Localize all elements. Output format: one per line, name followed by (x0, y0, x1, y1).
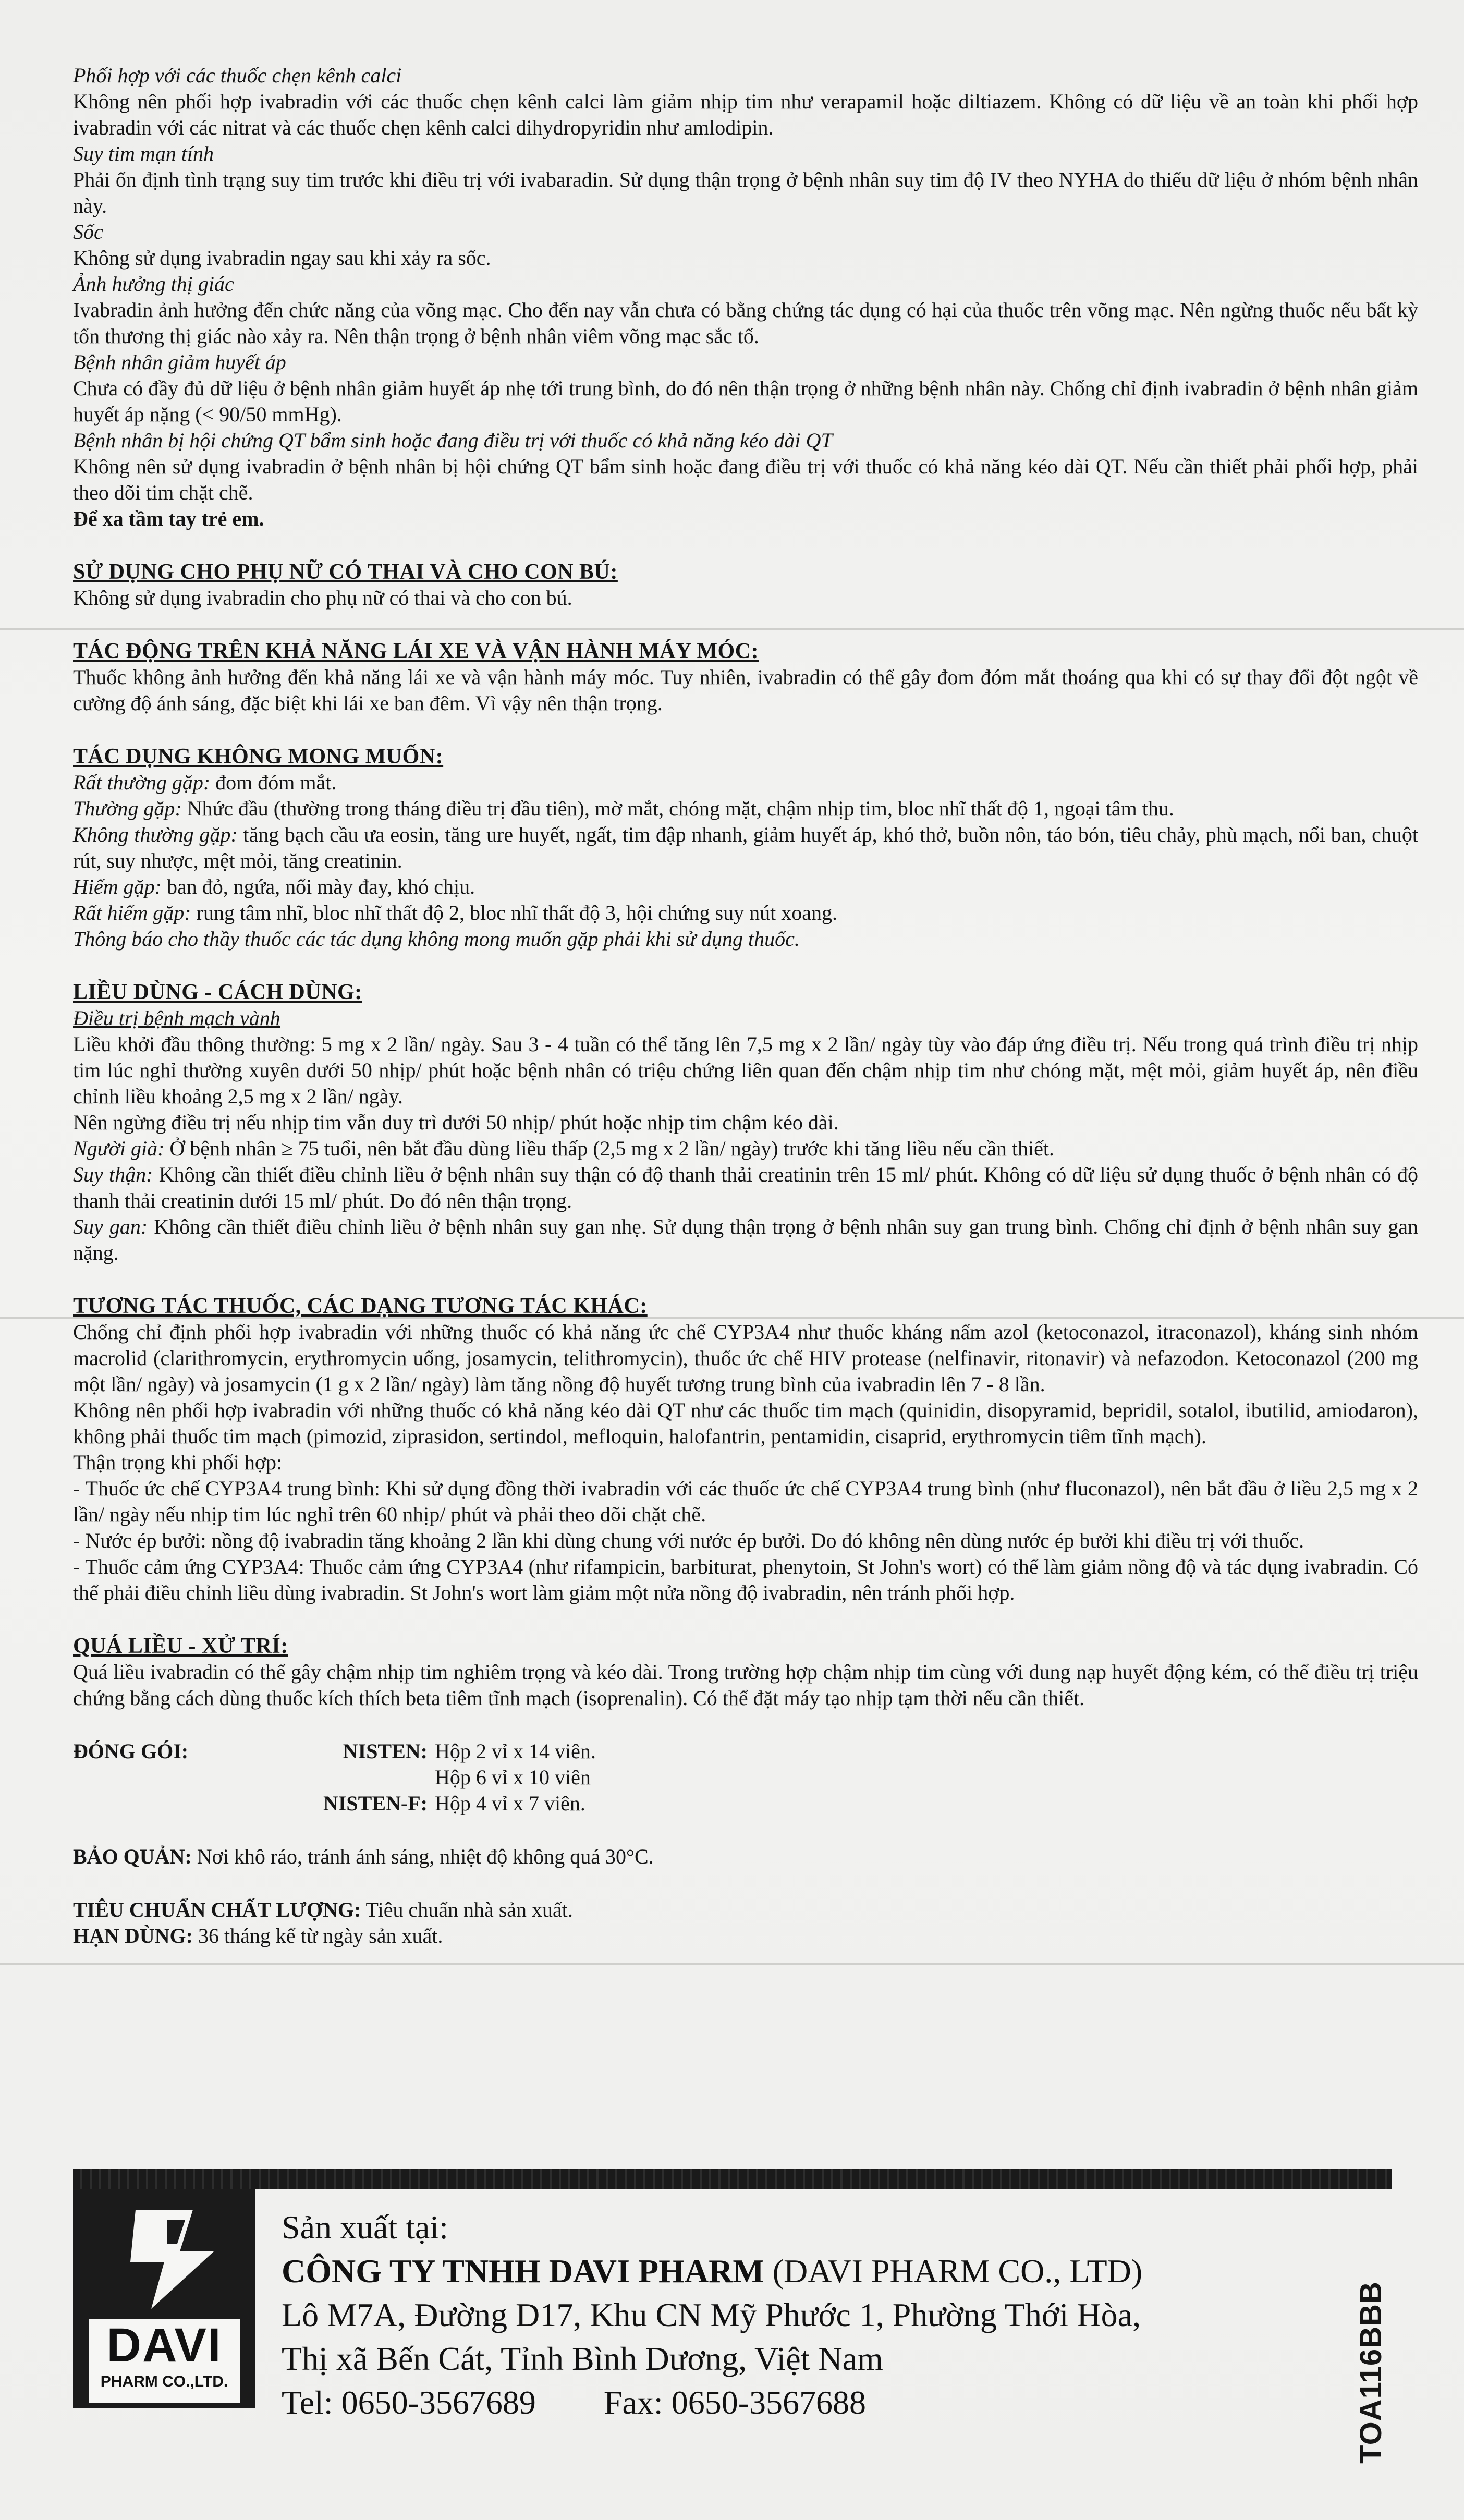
packaging-product: NISTEN: (343, 1739, 428, 1763)
side-effect-item: Không thường gặp: tăng bạch cầu ưa eosin, tăng ure huyết, ngất, tim đập nhanh, giảm huyết áp, khó thở, buồn nôn, táo bón, tiêu chảy, phù mạch, nổi ban, chuột rút, suy nhược, mệt mỏi, tăng creatinin. (73, 823, 1419, 872)
manufacturer-label: Sản xuất tại: (282, 2209, 448, 2246)
logo-name: DAVI (106, 2319, 222, 2372)
section-title: SỬ DỤNG CHO PHỤ NỮ CÓ THAI VÀ CHO CON BÚ: (73, 560, 618, 584)
interaction-text: Không nên phối hợp ivabradin với những thuốc có khả năng kéo dài QT như các thuốc tim mạch (quinidin, disopyramid, bepridil, sotalol, ibutilid, amiodaron), không phải thuốc tim mạch (pimozid, ziprasidon, sertindol, mefloquin, halofantrin, pentamidin, cisaprid, erythromycin tiêm tĩnh mạch). (73, 1398, 1418, 1448)
precautions-section (73, 63, 1418, 532)
manufacturer-contact (282, 2381, 1303, 2425)
precaution-heading: Bệnh nhân bị hội chứng QT bẩm sinh hoặc đang điều trị với thuốc có khả năng kéo dài QT (73, 429, 833, 452)
logo-mark-icon (73, 2189, 255, 2319)
section-title: TÁC DỤNG KHÔNG MONG MUỐN: (73, 745, 444, 769)
reach-children-warning: Để xa tầm tay trẻ em. (73, 507, 264, 530)
precaution-text: Phải ổn định tình trạng suy tim trước khi điều trị với ivabaradin. Sử dụng thận trọng ở bệnh nhân suy tim độ IV theo NYHA do thiếu dữ liệu ở nhóm bệnh nhân này. (73, 168, 1418, 217)
section-text: Thuốc không ảnh hưởng đến khả năng lái xe và vận hành máy móc. Tuy nhiên, ivabradin có thể gây đom đóm mắt thoáng qua khi có sự thay đổi đột ngột về cường độ ánh sáng, đặc biệt khi lái xe ban đêm. Vì vậy nên thận trọng. (73, 665, 1418, 715)
interactions-section (73, 1293, 1418, 1606)
print-code (1356, 2242, 1387, 2503)
packaging-detail: Hộp 2 vỉ x 14 viên. (435, 1739, 596, 1763)
precaution-heading: Suy tim mạn tính (73, 142, 214, 165)
packaging-detail: Hộp 6 vỉ x 10 viên (435, 1766, 591, 1789)
dosage-subheading: Điều trị bệnh mạch vành (73, 1006, 280, 1030)
side-effect-item: Rất hiếm gặp: rung tâm nhĩ, bloc nhĩ thất độ 2, bloc nhĩ thất độ 3, hội chứng suy nút xoang. (73, 901, 837, 924)
dosage-text: Liều khởi đầu thông thường: 5 mg x 2 lần/ ngày. Sau 3 - 4 tuần có thể tăng lên 7,5 mg x 2 lần/ ngày tùy vào đáp ứng điều trị. Nếu trong quá trình điều trị nhịp tim lúc nghỉ thường xuyên dưới 50 nhịp/ phút hoặc bệnh nhân có triệu chứng liên quan đến chậm nhịp tim như chóng mặt, mệt mỏi, giảm huyết áp, nên điều chỉnh liều khoảng 2,5 mg x 2 lần/ ngày. (73, 1032, 1418, 1108)
manufacturer-company: CÔNG TY TNHH DAVI PHARM (DAVI PHARM CO., LTD) (282, 2253, 1143, 2290)
logo-sub: PHARM CO.,LTD. (100, 2373, 228, 2390)
interaction-bullet: - Thuốc ức chế CYP3A4 trung bình: Khi sử dụng đồng thời ivabradin với các thuốc ức chế CYP3A4 trung bình (như fluconazol), nên bắt đầu ở liều 2,5 mg x 2 lần/ ngày nếu nhịp tim lúc nghỉ trên 60 nhịp/ phút và phải theo dõi chặt chẽ. (73, 1477, 1418, 1526)
manufacturer-tel: Tel: 0650-3567689 (282, 2384, 536, 2421)
packaging-detail: Hộp 4 vỉ x 7 viên. (435, 1792, 585, 1815)
precaution-text: Không nên phối hợp ivabradin với các thuốc chẹn kênh calci làm giảm nhịp tim như verapamil hoặc diltiazem. Không có dữ liệu về an toàn khi phối hợp ivabradin với các nitrat và các thuốc chẹn kênh calci dihydropyridin như amlodipin. (73, 90, 1418, 139)
dosage-text: Nên ngừng điều trị nếu nhịp tim vẫn duy trì dưới 50 nhịp/ phút hoặc nhịp tim chậm kéo dài. (73, 1111, 839, 1134)
manufacturer-footer (73, 2169, 1392, 2461)
precaution-heading: Sốc (73, 220, 103, 244)
section-text: Không sử dụng ivabradin cho phụ nữ có thai và cho con bú. (73, 586, 572, 610)
precaution-heading: Phối hợp với các thuốc chẹn kênh calci (73, 64, 402, 87)
section-title: LIỀU DÙNG - CÁCH DÙNG: (73, 980, 362, 1004)
packaging-row (73, 1738, 1418, 1764)
packaging-row (73, 1764, 1418, 1791)
side-effects-section (73, 744, 1418, 952)
storage-line: BẢO QUẢN: Nơi khô ráo, tránh ánh sáng, nhiệt độ không quá 30°C. (73, 1845, 654, 1868)
packaging-title: ĐÓNG GÓI: (73, 1739, 189, 1763)
packaging-product: NISTEN-F: (323, 1792, 428, 1815)
dosage-item: Người già: Ở bệnh nhân ≥ 75 tuổi, nên bắt đầu dùng liều thấp (2,5 mg x 2 lần/ ngày) trước khi tăng liều nếu cần thiết. (73, 1137, 1055, 1160)
expiry-line: HẠN DÙNG: 36 tháng kể từ ngày sản xuất. (73, 1924, 443, 1947)
precaution-heading: Bệnh nhân giảm huyết áp (73, 350, 286, 374)
footer-divider-bar (73, 2169, 1392, 2189)
side-effect-item: Rất thường gặp: đom đóm mắt. (73, 771, 337, 794)
section-title: TÁC ĐỘNG TRÊN KHẢ NĂNG LÁI XE VÀ VẬN HÀNH MÁY MÓC: (73, 639, 759, 663)
storage-section (73, 1844, 1418, 1870)
side-effect-notice: Thông báo cho thầy thuốc các tác dụng không mong muốn gặp phải khi sử dụng thuốc. (73, 927, 800, 951)
section-title: TƯƠNG TÁC THUỐC, CÁC DẠNG TƯƠNG TÁC KHÁC: (73, 1294, 648, 1318)
interaction-text: Chống chỉ định phối hợp ivabradin với những thuốc có khả năng ức chế CYP3A4 như thuốc kháng nấm azol (ketoconazol, itraconazol), kháng sinh nhóm macrolid (clarithromycin, erythromycin uống, josamycin, telithromycin), thuốc ức chế HIV protease (nelfinavir, ritonavir) và nefazodon. Ketoconazol (200 mg một lần/ ngày) và josamycin (1 g x 2 lần/ ngày) làm tăng nồng độ huyết tương trung bình của ivabradin lên 7 - 8 lần. (73, 1320, 1418, 1396)
standard-line: TIÊU CHUẨN CHẤT LƯỢNG: Tiêu chuẩn nhà sản xuất. (73, 1898, 573, 1921)
manufacturer-address: Lô M7A, Đường D17, Khu CN Mỹ Phước 1, Phường Thới Hòa, (282, 2296, 1141, 2333)
interaction-text: Thận trọng khi phối hợp: (73, 1451, 283, 1474)
interaction-bullet: - Thuốc cảm ứng CYP3A4: Thuốc cảm ứng CYP3A4 (như rifampicin, barbiturat, phenytoin, St John's wort) có thể làm giảm nồng độ và tác dụng ivabradin. Có thể phải điều chỉnh liều dùng ivabradin. St John's wort làm giảm một nửa nồng độ ivabradin, nên tránh phối hợp. (73, 1555, 1418, 1604)
manufacturer-info (282, 2206, 1303, 2425)
pregnancy-section (73, 559, 1418, 611)
davi-pharm-logo (73, 2189, 255, 2408)
interaction-bullet: - Nước ép bưởi: nồng độ ivabradin tăng khoảng 2 lần khi dùng chung với nước ép bưởi. Do đó không nên dùng nước ép bưởi khi điều trị với thuốc. (73, 1529, 1304, 1552)
leaflet-content (73, 63, 1418, 1949)
standard-section (73, 1897, 1418, 1949)
packaging-section (73, 1738, 1418, 1817)
precaution-text: Ivabradin ảnh hưởng đến chức năng của võng mạc. Cho đến nay vẫn chưa có bằng chứng tác dụng có hại của thuốc trên võng mạc. Nên ngừng thuốc nếu bất kỳ tổn thương thị giác nào xảy ra. Nên thận trọng ở bệnh nhân viêm võng mạc sắc tố. (73, 298, 1418, 348)
manufacturer-fax: Fax: 0650-3567688 (603, 2384, 866, 2421)
side-effect-item: Hiếm gặp: ban đỏ, ngứa, nổi mày đay, khó chịu. (73, 875, 475, 898)
precaution-text: Không sử dụng ivabradin ngay sau khi xảy ra sốc. (73, 246, 491, 270)
dosage-item: Suy thận: Không cần thiết điều chỉnh liều ở bệnh nhân suy thận có độ thanh thải creatinin trên 15 ml/ phút. Không có dữ liệu sử dụng thuốc ở bệnh nhân có độ thanh thải creatinin dưới 15 ml/ phút. Do đó nên thận trọng. (73, 1163, 1419, 1212)
section-title: QUÁ LIỀU - XỬ TRÍ: (73, 1634, 288, 1658)
logo-wordmark (89, 2319, 240, 2403)
print-code-text: TOA116BBB (1354, 2281, 1388, 2464)
side-effect-item: Thường gặp: Nhức đầu (thường trong tháng điều trị đầu tiên), mờ mắt, chóng mặt, chậm nhịp tim, bloc nhĩ thất độ 1, ngoại tâm thu. (73, 797, 1174, 820)
manufacturer-address: Thị xã Bến Cát, Tỉnh Bình Dương, Việt Nam (282, 2340, 883, 2377)
driving-section (73, 638, 1418, 716)
dosage-item: Suy gan: Không cần thiết điều chỉnh liều ở bệnh nhân suy gan nhẹ. Sử dụng thận trọng ở bệnh nhân suy gan trung bình. Chống chỉ định ở bệnh nhân suy gan nặng. (73, 1215, 1418, 1264)
packaging-product (271, 1764, 435, 1791)
precaution-heading: Ảnh hưởng thị giác (73, 272, 234, 296)
precaution-text: Không nên sử dụng ivabradin ở bệnh nhân bị hội chứng QT bẩm sinh hoặc đang điều trị với thuốc có khả năng kéo dài QT. Nếu cần thiết phải phối hợp, phải theo dõi tim chặt chẽ. (73, 455, 1418, 504)
precaution-text: Chưa có đầy đủ dữ liệu ở bệnh nhân giảm huyết áp nhẹ tới trung bình, do đó nên thận trọng ở những bệnh nhân này. Chống chỉ định ivabradin ở bệnh nhân giảm huyết áp nặng (< 90/50 mmHg). (73, 376, 1418, 426)
packaging-row (73, 1791, 1418, 1817)
dosage-section (73, 979, 1418, 1266)
section-text: Quá liều ivabradin có thể gây chậm nhịp tim nghiêm trọng và kéo dài. Trong trường hợp chậm nhịp tim cùng với dung nạp huyết động kém, có thể điều trị triệu chứng bằng cách dùng thuốc kích thích beta tiêm tĩnh mạch (isoprenalin). Có thể đặt máy tạo nhịp tạm thời nếu cần thiết. (73, 1660, 1418, 1710)
fold-line (0, 1963, 1464, 1965)
overdose-section (73, 1633, 1418, 1711)
